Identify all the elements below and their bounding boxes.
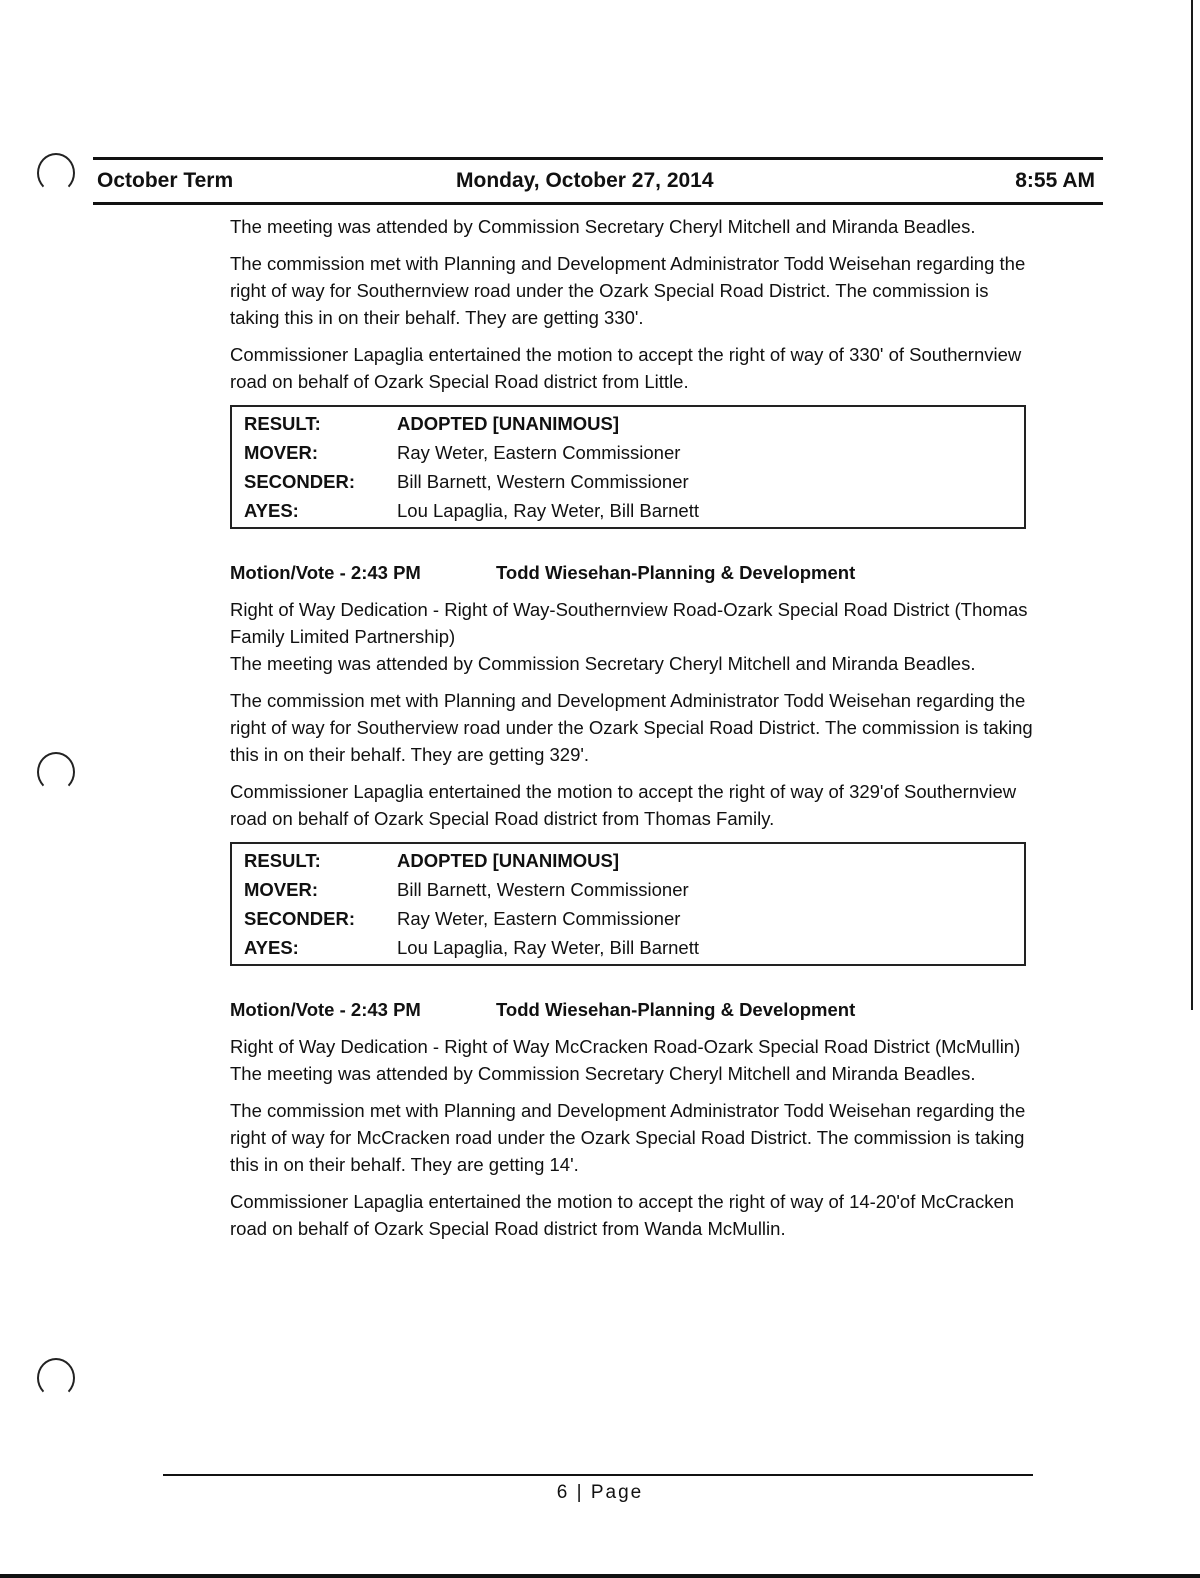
result-value: ADOPTED [UNANIMOUS]	[397, 850, 619, 871]
meeting-date: Monday, October 27, 2014	[456, 169, 714, 192]
vote-row-mover	[244, 438, 1024, 467]
vote-row-result	[244, 409, 1024, 438]
page-number: 6 | Page	[556, 1482, 644, 1503]
punch-hole-top	[37, 153, 75, 193]
motion-presenter: Todd Wiesehan-Planning & Development	[496, 999, 856, 1020]
motion-paragraph: Commissioner Lapaglia entertained the motion to accept the right of way of 330' of Southernview road on behalf of Ozark Special Road district from Little.	[230, 344, 1022, 392]
motion-time: Motion/Vote - 2:43 PM	[230, 999, 421, 1020]
motion-presenter: Todd Wiesehan-Planning & Development	[496, 562, 856, 583]
scan-edge-right	[1191, 0, 1193, 1010]
motion-paragraph: Commissioner Lapaglia entertained the motion to accept the right of way of 329'of Southernview road on behalf of Ozark Special Road district from Thomas Family.	[230, 781, 1017, 829]
result-label: RESULT:	[244, 413, 321, 434]
vote-row-result	[244, 846, 1024, 875]
mover-label: MOVER:	[244, 442, 318, 463]
discussion-paragraph: The commission met with Planning and Development Administrator Todd Weisehan regarding the right of way for Southerview road under the Ozark Special Road District. The commission is taking this in on their behalf. They are getting 329'.	[230, 690, 1033, 765]
ayes-label: AYES:	[244, 500, 299, 521]
vote-result-table	[230, 405, 1026, 529]
page-header	[93, 157, 1103, 205]
attendance-paragraph: The meeting was attended by Commission Secretary Cheryl Mitchell and Miranda Beadles.	[230, 216, 976, 237]
scan-edge-bottom	[0, 1574, 1200, 1578]
ayes-value: Lou Lapaglia, Ray Weter, Bill Barnett	[397, 937, 699, 958]
motion-heading	[230, 559, 1040, 586]
dedication-line: Right of Way Dedication - Right of Way McCracken Road-Ozark Special Road District (McMullin)	[230, 1036, 1021, 1057]
mover-label: MOVER:	[244, 879, 318, 900]
footer-rule	[163, 1474, 1033, 1476]
result-value: ADOPTED [UNANIMOUS]	[397, 413, 619, 434]
dedication-line: Right of Way Dedication - Right of Way-Southernview Road-Ozark Special Road District (Thomas Family Limited Partnership)	[230, 599, 1028, 647]
mover-value: Bill Barnett, Western Commissioner	[397, 879, 689, 900]
vote-result-table	[230, 842, 1026, 966]
result-label: RESULT:	[244, 850, 321, 871]
seconder-value: Ray Weter, Eastern Commissioner	[397, 908, 681, 929]
discussion-paragraph: The commission met with Planning and Development Administrator Todd Weisehan regarding the right of way for Southernview road under the Ozark Special Road District. The commission is taking this in on their behalf. They are getting 330'.	[230, 253, 1026, 328]
attendance-paragraph: The meeting was attended by Commission Secretary Cheryl Mitchell and Miranda Beadles.	[230, 1063, 976, 1084]
vote-row-seconder	[244, 904, 1024, 933]
vote-row-ayes	[244, 496, 1024, 525]
discussion-paragraph: The commission met with Planning and Development Administrator Todd Weisehan regarding the right of way for McCracken road under the Ozark Special Road District. The commission is taking this in on their behalf. They are getting 14'.	[230, 1100, 1026, 1175]
seconder-label: SECONDER:	[244, 471, 356, 492]
motion-paragraph: Commissioner Lapaglia entertained the motion to accept the right of way of 14-20'of McCracken road on behalf of Ozark Special Road district from Wanda McMullin.	[230, 1191, 1015, 1239]
mover-value: Ray Weter, Eastern Commissioner	[397, 442, 681, 463]
vote-row-seconder	[244, 467, 1024, 496]
seconder-label: SECONDER:	[244, 908, 356, 929]
vote-row-ayes	[244, 933, 1024, 962]
punch-hole-bottom	[37, 1358, 75, 1398]
ayes-value: Lou Lapaglia, Ray Weter, Bill Barnett	[397, 500, 699, 521]
punch-hole-middle	[37, 752, 75, 792]
minutes-body	[230, 213, 1040, 1252]
meeting-time: 8:55 AM	[1015, 169, 1095, 192]
seconder-value: Bill Barnett, Western Commissioner	[397, 471, 689, 492]
term-label: October Term	[97, 169, 234, 192]
motion-heading	[230, 996, 1040, 1023]
vote-row-mover	[244, 875, 1024, 904]
motion-time: Motion/Vote - 2:43 PM	[230, 562, 421, 583]
attendance-paragraph: The meeting was attended by Commission Secretary Cheryl Mitchell and Miranda Beadles.	[230, 653, 976, 674]
ayes-label: AYES:	[244, 937, 299, 958]
